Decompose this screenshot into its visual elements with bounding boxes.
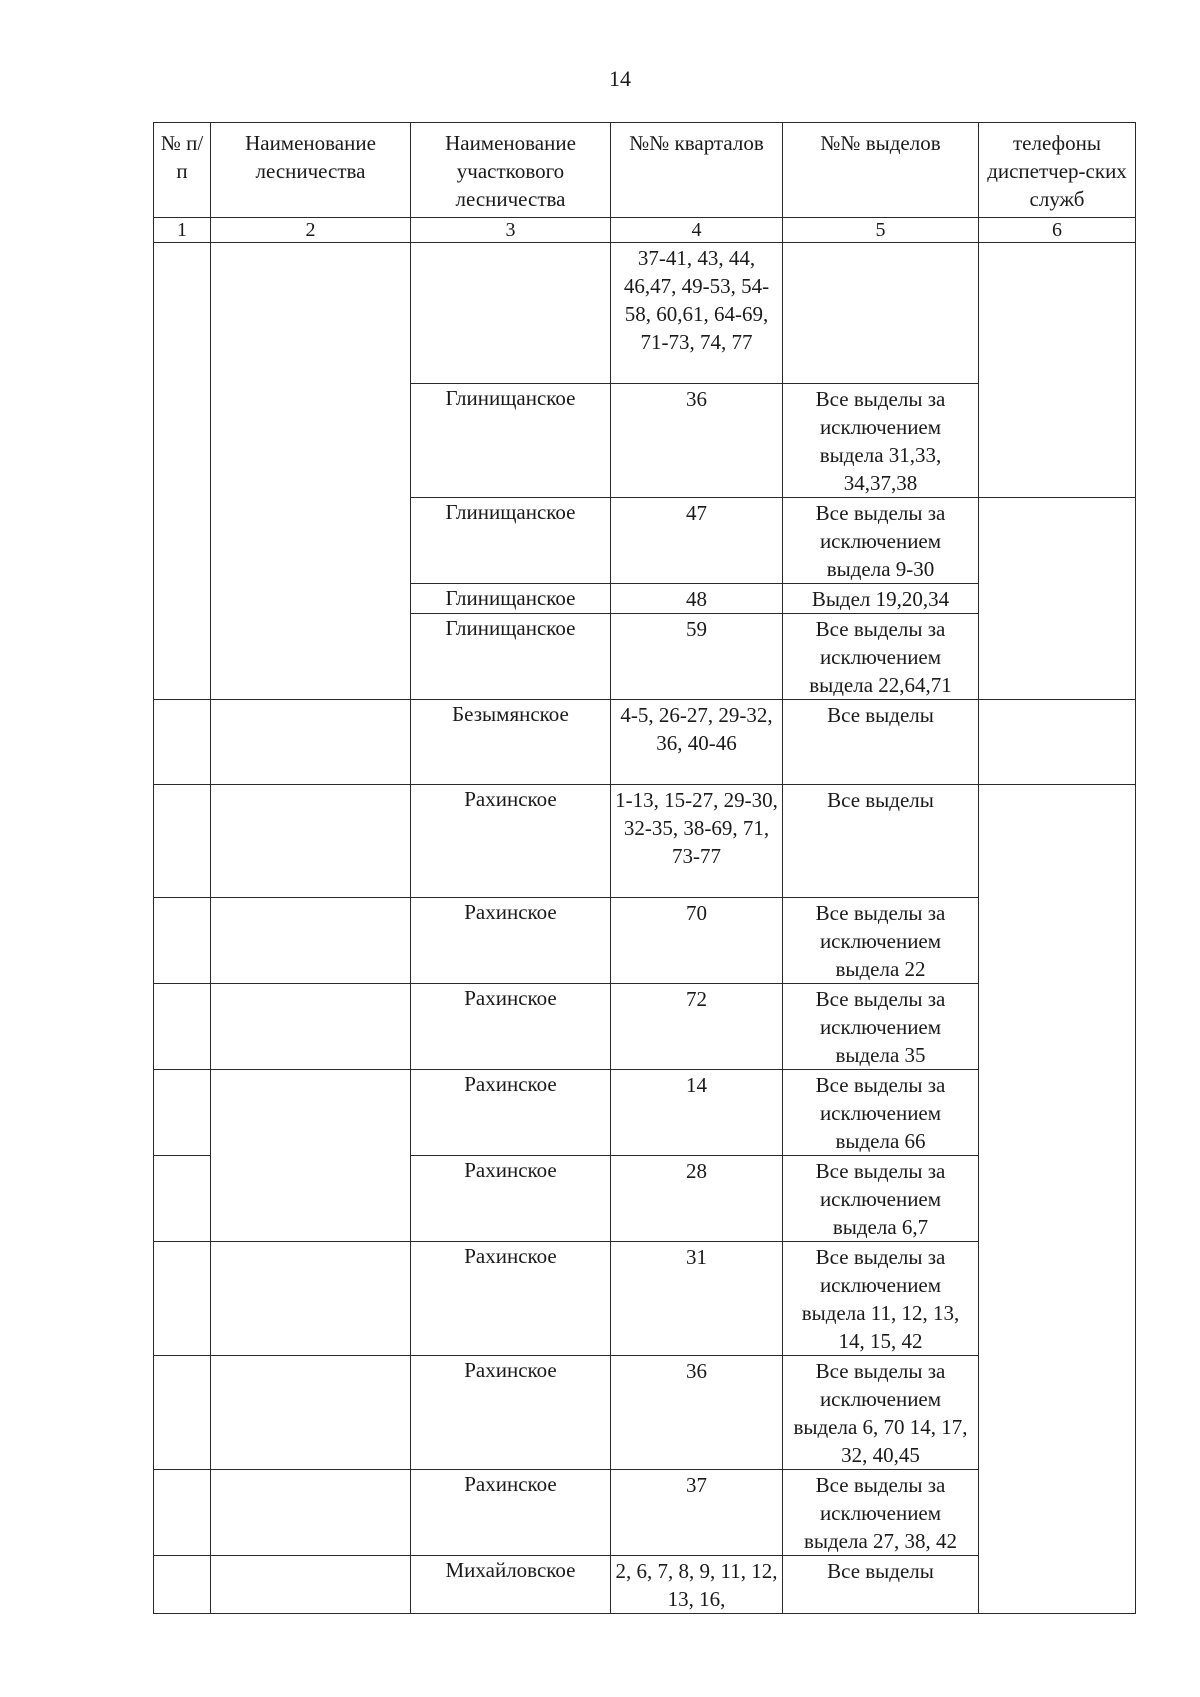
forestry-cell [211,243,411,700]
page-number: 14 [609,66,631,91]
plots-cell: Все выделы за исключением выдела 11, 12, 13, 14, 15, 42 [783,1242,979,1356]
forestry-cell [211,1556,411,1614]
district-cell: Рахинское [411,1470,611,1556]
plots-cell: Все выделы [783,1556,979,1614]
quarters-cell: 14 [611,1070,783,1156]
header-cell-district-forestry: Наименование участкового лесничества [411,123,611,218]
district-cell: Рахинское [411,1242,611,1356]
quarters-cell: 59 [611,614,783,700]
quarters-cell: 36 [611,1356,783,1470]
district-cell: Рахинское [411,1356,611,1470]
table-row [154,785,1136,898]
district-cell: Рахинское [411,785,611,898]
header-row [154,123,1136,218]
forestry-cell [211,984,411,1070]
plots-cell: Все выделы за исключением выдела 22 [783,898,979,984]
quarters-cell: 1-13, 15-27, 29-30, 32-35, 38-69, 71, 73-77 [611,785,783,898]
quarters-cell: 37-41, 43, 44, 46,47, 49-53, 54-58, 60,61, 64-69, 71-73, 74, 77 [611,243,783,384]
phones-cell [979,785,1136,1614]
row-number-cell [154,1356,211,1470]
column-number: 3 [411,218,611,243]
quarters-cell: 48 [611,584,783,614]
plots-cell: Все выделы за исключением выдела 9-30 [783,498,979,584]
district-cell: Рахинское [411,984,611,1070]
plots-cell: Все выделы за исключением выдела 6,7 [783,1156,979,1242]
quarters-cell: 47 [611,498,783,584]
district-cell: Михайловское [411,1556,611,1614]
district-cell: Рахинское [411,1070,611,1156]
header-cell-number: № п/п [154,123,211,218]
column-number: 2 [211,218,411,243]
forestry-cell [211,700,411,785]
header-cell-forestry: Наименование лесничества [211,123,411,218]
table-row [154,700,1136,785]
quarters-cell: 4-5, 26-27, 29-32, 36, 40-46 [611,700,783,785]
row-number-cell [154,1070,211,1156]
row-number-cell [154,1556,211,1614]
row-number-cell [154,1470,211,1556]
district-cell: Глинищанское [411,614,611,700]
quarters-cell: 37 [611,1470,783,1556]
plots-cell: Все выделы за исключением выдела 66 [783,1070,979,1156]
quarters-cell: 28 [611,1156,783,1242]
plots-cell: Все выделы [783,700,979,785]
row-number-cell [154,785,211,898]
district-cell [411,243,611,384]
header-cell-plots: №№ выделов [783,123,979,218]
district-cell: Глинищанское [411,384,611,498]
row-number-cell [154,984,211,1070]
quarters-cell: 70 [611,898,783,984]
forestry-cell [211,1242,411,1356]
column-number-row [154,218,1136,243]
row-number-cell [154,1242,211,1356]
forestry-cell [211,785,411,898]
forestry-cell [211,1070,411,1242]
header-cell-phones: телефоны диспетчер-ских служб [979,123,1136,218]
row-number-cell [154,1156,211,1242]
phones-cell [979,700,1136,785]
column-number: 6 [979,218,1136,243]
forestry-cell [211,898,411,984]
quarters-cell: 72 [611,984,783,1070]
district-cell: Рахинское [411,898,611,984]
district-cell: Глинищанское [411,584,611,614]
row-number-cell [154,898,211,984]
column-number: 1 [154,218,211,243]
header-cell-quarters: №№ кварталов [611,123,783,218]
row-number-cell [154,243,211,700]
district-cell: Безымянское [411,700,611,785]
plots-cell [783,243,979,384]
plots-cell: Все выделы за исключением выдела 35 [783,984,979,1070]
plots-cell: Выдел 19,20,34 [783,584,979,614]
table-row [154,243,1136,384]
row-number-cell [154,700,211,785]
quarters-cell: 2, 6, 7, 8, 9, 11, 12, 13, 16, [611,1556,783,1614]
forestry-cell [211,1470,411,1556]
plots-cell: Все выделы за исключением выдела 27, 38, 42 [783,1470,979,1556]
column-number: 5 [783,218,979,243]
phones-cell [979,498,1136,700]
plots-cell: Все выделы за исключением выдела 31,33, 34,37,38 [783,384,979,498]
forest-districts-table [153,122,1136,1614]
plots-cell: Все выделы [783,785,979,898]
quarters-cell: 36 [611,384,783,498]
district-cell: Рахинское [411,1156,611,1242]
district-cell: Глинищанское [411,498,611,584]
forestry-cell [211,1356,411,1470]
quarters-cell: 31 [611,1242,783,1356]
plots-cell: Все выделы за исключением выдела 6, 70 14, 17, 32, 40,45 [783,1356,979,1470]
column-number: 4 [611,218,783,243]
phones-cell [979,243,1136,498]
plots-cell: Все выделы за исключением выдела 22,64,71 [783,614,979,700]
